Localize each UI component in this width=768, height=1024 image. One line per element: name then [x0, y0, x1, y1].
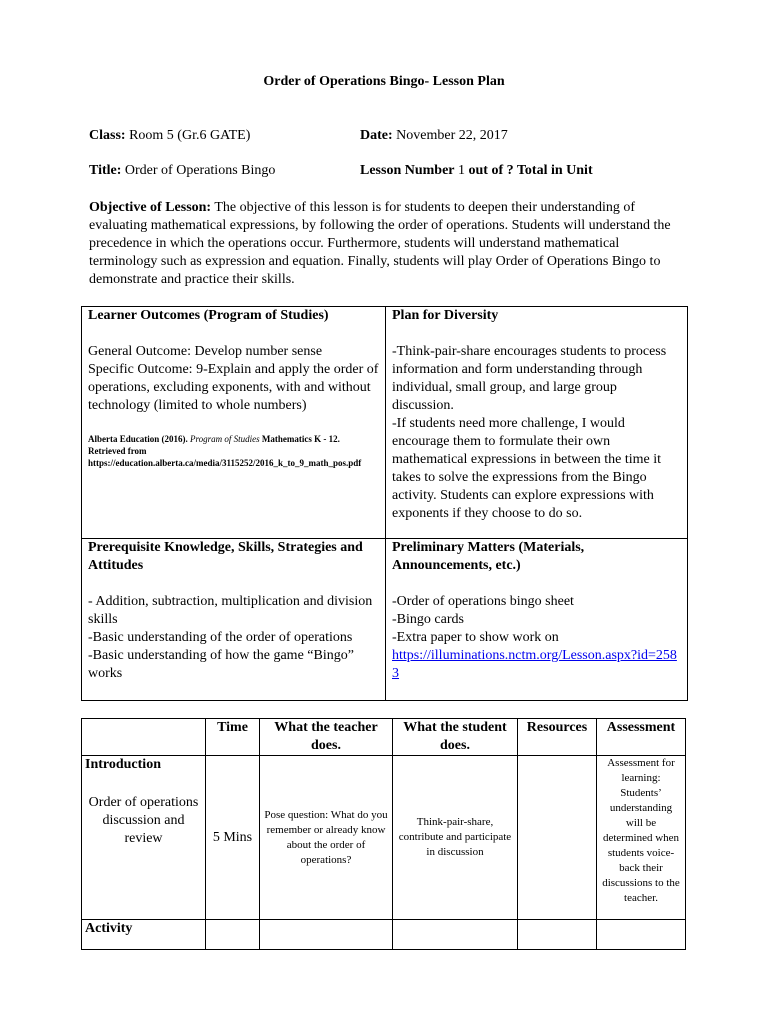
- intro-student: Think-pair-share, contribute and participate in discussion: [393, 756, 518, 920]
- citation-title: Program of Studies: [190, 434, 260, 444]
- objective-label: Objective of Lesson:: [89, 200, 212, 215]
- diversity-think-pair-share: -Think-pair-share encourages students to process information and form understanding through individual, small group, and large group discussion.: [392, 344, 667, 413]
- plan-for-diversity-cell: [386, 307, 688, 539]
- outcomes-table: [81, 306, 688, 701]
- lesson-number-total: out of ? Total in Unit: [468, 163, 593, 178]
- class-label: Class:: [89, 128, 126, 143]
- activity-resources: [518, 920, 597, 950]
- intro-label: Introduction: [85, 757, 161, 772]
- plan-for-diversity-heading: Plan for Diversity: [392, 308, 499, 323]
- preliminary-item: -Extra paper to show work on: [392, 630, 559, 645]
- activity-label: Activity: [82, 920, 206, 950]
- learner-outcomes-heading: Learner Outcomes (Program of Studies): [88, 308, 329, 323]
- activity-assessment: [597, 920, 686, 950]
- activity-teacher: [260, 920, 393, 950]
- intro-assessment: Assessment for learning: Students’ understanding will be determined when students voice-back their discussions to the teacher.: [597, 756, 686, 920]
- intro-resources: [518, 756, 597, 920]
- objective-paragraph: [89, 199, 689, 289]
- activity-time: [206, 920, 260, 950]
- date-label: Date:: [360, 128, 393, 143]
- class-line: [89, 128, 250, 144]
- prerequisite-heading: Prerequisite Knowledge, Skills, Strategies and Attitudes: [88, 540, 363, 573]
- diversity-challenge: -If students need more challenge, I would encourage them to formulate their own mathematical expressions in between the time it takes to solve the expressions from the Bingo activity. Students can explore expressions with exponents if they choose to do so.: [392, 416, 662, 521]
- illuminations-link[interactable]: https://illuminations.nctm.org/Lesson.aspx?id=2583: [392, 648, 677, 681]
- header-blank: [82, 719, 206, 756]
- citation-source: Mathematics K - 12. Retrieved from https://education.alberta.ca/media/3115252/2016_k_to_9_math_pos.pdf: [88, 434, 362, 468]
- preliminary-cell: [386, 539, 688, 701]
- prerequisite-item: -Basic understanding of how the game “Bingo” works: [88, 648, 354, 681]
- intro-cell: [82, 756, 206, 920]
- header-assessment: Assessment: [597, 719, 686, 756]
- prerequisite-item: -Basic understanding of the order of operations: [88, 630, 353, 645]
- general-outcome: General Outcome: Develop number sense: [88, 344, 323, 359]
- citation-author: Alberta Education (2016).: [88, 434, 188, 444]
- date-value: November 22, 2017: [396, 128, 508, 143]
- prerequisite-cell: [82, 539, 386, 701]
- lesson-number-label: Lesson Number: [360, 163, 455, 178]
- intro-desc: Order of operations discussion and review: [88, 795, 199, 846]
- title-label: Title:: [89, 163, 122, 178]
- learner-outcomes-cell: [82, 307, 386, 539]
- header-student: What the student does.: [393, 719, 518, 756]
- document-title: Order of Operations Bingo- Lesson Plan: [263, 74, 505, 89]
- date-line: [360, 128, 508, 144]
- header-resources: Resources: [518, 719, 597, 756]
- preliminary-heading: Preliminary Matters (Materials, Announcements, etc.): [392, 540, 585, 573]
- lesson-number-value: 1: [458, 163, 466, 178]
- header-teacher: What the teacher does.: [260, 719, 393, 756]
- title-line: [89, 163, 275, 179]
- activity-student: [393, 920, 518, 950]
- preliminary-item: -Order of operations bingo sheet: [392, 594, 574, 609]
- citation: [88, 433, 379, 469]
- intro-teacher: Pose question: What do you remember or already know about the order of operations?: [260, 756, 393, 920]
- objective-text: The objective of this lesson is for students to deepen their understanding of evaluating mathematical expressions, by following the order of operations. Students will understand the precedence in which the operations occur. Furthermore, students will understand mathematical terminology such as expression and equation. Finally, students will play Order of Operations Bingo to demonstrate and practice their skills.: [89, 200, 671, 287]
- specific-outcome: Specific Outcome: 9-Explain and apply the order of operations, excluding exponents, with and without technology (limited to whole numbers): [88, 362, 379, 413]
- preliminary-item: -Bingo cards: [392, 612, 464, 627]
- schedule-table: [81, 718, 686, 950]
- title-value: Order of Operations Bingo: [124, 163, 276, 178]
- intro-time: 5 Mins: [206, 756, 260, 920]
- lesson-number-line: [360, 163, 593, 179]
- class-value: Room 5 (Gr.6 GATE): [129, 128, 251, 143]
- header-time: Time: [206, 719, 260, 756]
- prerequisite-item: - Addition, subtraction, multiplication and division skills: [88, 594, 373, 627]
